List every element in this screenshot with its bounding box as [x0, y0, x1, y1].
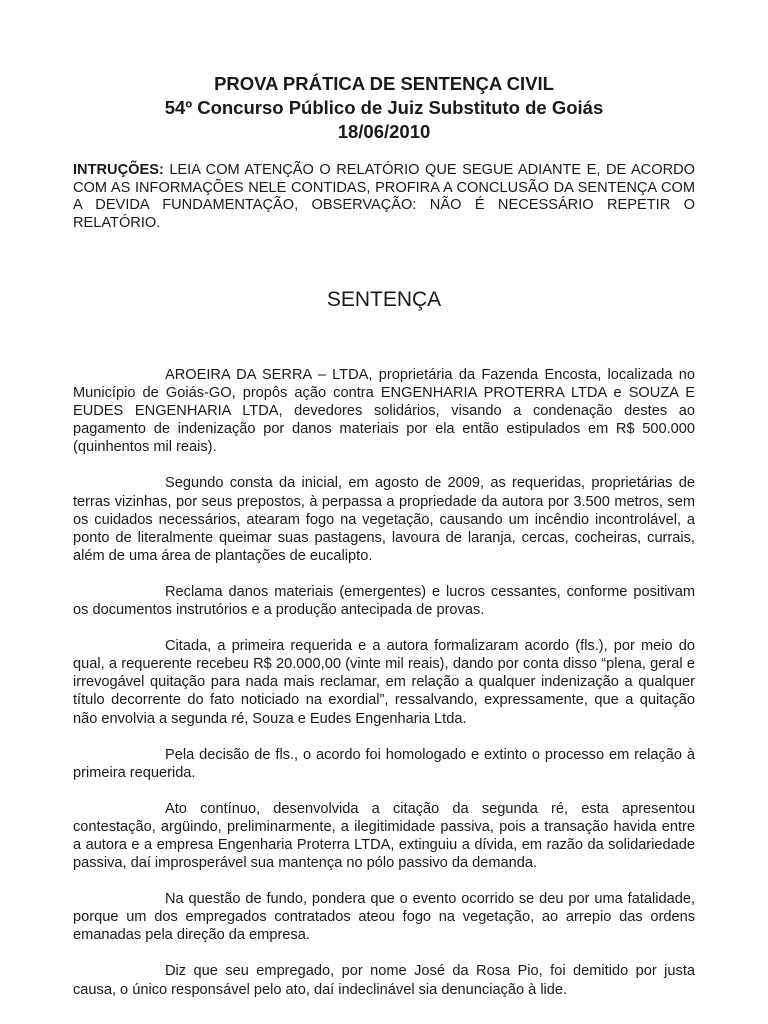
- paragraph: Reclama danos materiais (emergentes) e lucros cessantes, conforme positivam os documentos instrutórios e a produção antecipada de provas.: [73, 583, 695, 619]
- paragraph: Pela decisão de fls., o acordo foi homologado e extinto o processo em relação à primeira requerida.: [73, 746, 695, 781]
- exam-title: PROVA PRÁTICA DE SENTENÇA CIVIL: [214, 73, 554, 94]
- document-body: [73, 366, 695, 1017]
- exam-date: 18/06/2010: [337, 121, 431, 142]
- paragraph: Na questão de fundo, pondera que o evento ocorrido se deu por uma fatalidade, porque um dos empregados contratados ateou fogo na vegetação, ao arrepio das ordens emanadas pela direção da empresa.: [73, 891, 695, 944]
- paragraph: AROEIRA DA SERRA – LTDA, proprietária da Fazenda Encosta, localizada no Município de Goiás-GO, propôs ação contra ENGENHARIA PROTERRA LTDA e SOUZA E EUDES ENGENHARIA LTDA, devedores solidários, visando a condenação destes ao pagamento de indenização por danos materiais por ela então estipulados em R$ 500.000 (quinhentos mil reais).: [73, 367, 695, 456]
- paragraph: Segundo consta da inicial, em agosto de 2009, as requeridas, proprietárias de terras vizinhas, por seus prepostos, à perpassa a propriedade da autora por 3.500 metros, sem os cuidados necessários, atearam fogo na vegetação, causando um incêndio incontrolável, a ponto de literalmente queimar suas pastagens, lavoura de laranja, cercas, cocheiras, currais, além de uma área de plantações de eucalipto.: [73, 475, 695, 564]
- section-title: SENTENÇA: [326, 288, 442, 311]
- paragraph: Citada, a primeira requerida e a autora formalizaram acordo (fls.), por meio do qual, a requerente recebeu R$ 20.000,00 (vinte mil reais), dando por conta disso “plena, geral e irrevogável quitação para nada mais reclamar, em relação a qualquer indenização a qualquer título decorrente do fato noticiado na exordial”, ressalvando, expressamente, que a quitação não envolvia a segunda ré, Souza e Eudes Engenharia Ltda.: [73, 638, 695, 727]
- document-header: [0, 72, 768, 144]
- instructions: [73, 162, 695, 232]
- instructions-text: LEIA COM ATENÇÃO O RELATÓRIO QUE SEGUE ADIANTE E, DE ACORDO COM AS INFORMAÇÕES NELE CONTIDAS, PROFIRA A CONCLUSÃO DA SENTENÇA COM A DEVIDA FUNDAMENTAÇÃO, OBSERVAÇÃO: NÃO É NECESSÁRIO REPETIR O RELATÓRIO.: [73, 162, 695, 231]
- paragraph: Diz que seu empregado, por nome José da Rosa Pio, foi demitido por justa causa, o único responsável pelo ato, daí indeclinável sia denunciação à lide.: [73, 963, 695, 998]
- instructions-label: INTRUÇÕES:: [73, 162, 164, 178]
- contest-title: 54º Concurso Público de Juiz Substituto de Goiás: [164, 97, 604, 118]
- paragraph: Ato contínuo, desenvolvida a citação da segunda ré, esta apresentou contestação, argüindo, preliminarmente, a ilegitimidade passiva, pois a transação havida entre a autora e a empresa Engenharia Proterra LTDA, extinguiu a dívida, em razão da solidariedade passiva, daí improsperável sua mantença no pólo passivo da demanda.: [73, 800, 695, 872]
